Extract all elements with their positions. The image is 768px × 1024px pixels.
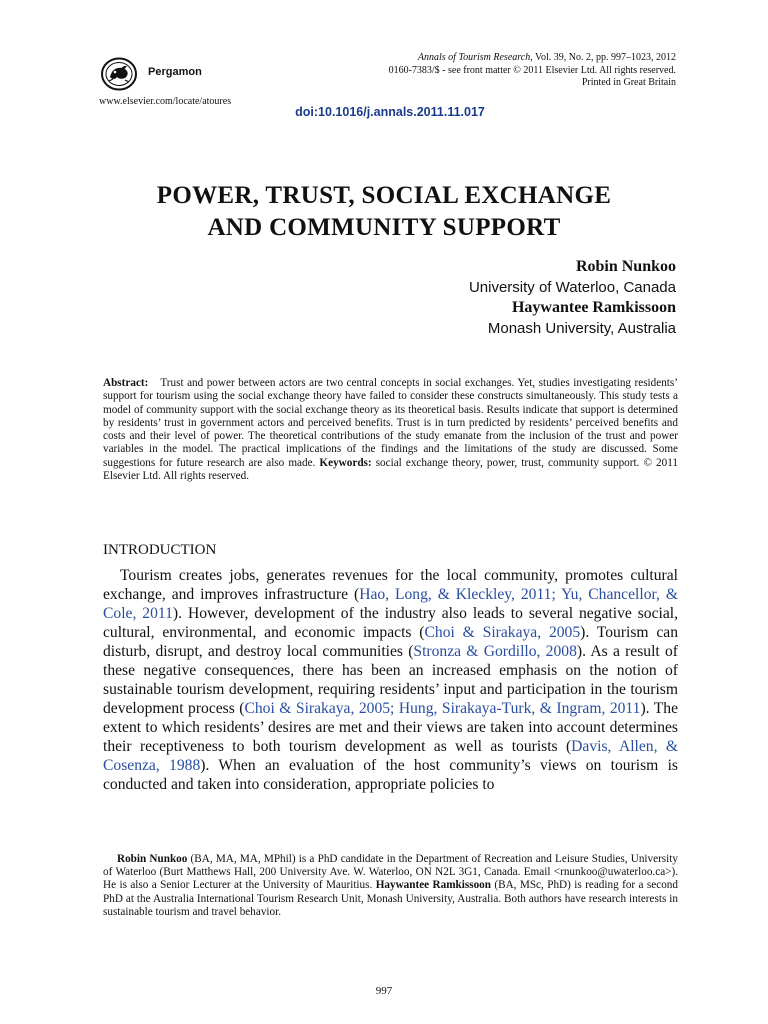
keywords-text: social exchange theory, power, trust, community support. © 2011 Elsevier Ltd. All rights reserved. — [103, 456, 678, 483]
citation-link[interactable]: Choi & Sirakaya, 2005 — [424, 624, 581, 641]
journal-citation — [256, 52, 676, 65]
article-title — [80, 180, 688, 244]
abstract-text: Trust and power between actors are two central concepts in social exchanges. Yet, studies investigating residents’ support for tourism using the social exchange theory have failed to consider these constructs simultaneously. This study tests a model of community support with the social exchange theory as its theoretical basis. Results indicate that support is determined by residents’ trust in government actors and perceived benefits. Trust is in turn predicted by residents’ perceived benefits and costs and their level of power. The theoretical contributions of the study emanate from the inclusion of the trust and power variables in the model. The practical implications of the findings and the limitations of the study are discussed. Some suggestions for future research are also made. — [103, 377, 678, 469]
journal-info — [256, 52, 676, 90]
citation-link[interactable]: Stronza & Gordillo, 2008 — [413, 643, 577, 660]
title-line-1: POWER, TRUST, SOCIAL EXCHANGE — [156, 182, 612, 209]
journal-details: , Vol. 39, No. 2, pp. 997–1023, 2012 — [530, 52, 676, 63]
title-line-2: AND COMMUNITY SUPPORT — [207, 214, 561, 241]
citation-link[interactable]: Davis, Allen, & Cosenza, 1988 — [103, 738, 678, 774]
front-matter-line: 0160-7383/$ - see front matter © 2011 Elsevier Ltd. All rights reserved. — [388, 64, 676, 76]
section-heading: INTRODUCTION — [103, 542, 217, 558]
abstract — [103, 377, 678, 483]
author-footnote — [103, 853, 678, 919]
body-text: Tourism creates jobs, generates revenues for the local community, promotes cultural exchange, and improves infrastructure ( — [103, 567, 678, 603]
body-text: ). However, development of the industry also leads to several negative social, cultural, environmental, and economic impacts ( — [103, 605, 678, 641]
citation-link[interactable]: Choi & Sirakaya, 2005; Hung, Sirakaya-Turk, & Ingram, 2011 — [244, 700, 641, 717]
introduction-paragraph — [103, 566, 678, 794]
author-name: Robin Nunkoo — [575, 258, 676, 275]
author-list — [469, 257, 676, 339]
body-text: ). As a result of these negative consequences, there has been an increased emphasis on the notion of sustainable tourism development, requiring residents’ input and participation in the tourism development process ( — [103, 643, 678, 717]
doi-value: 10.1016/j.annals.2011.11.017 — [318, 105, 485, 119]
abstract-label: Abstract: — [103, 377, 149, 389]
journal-name: Annals of Tourism Research — [417, 52, 531, 63]
pergamon-logo-icon — [100, 57, 138, 91]
publisher-name: Pergamon — [148, 66, 202, 78]
author-affiliation: University of Waterloo, Canada — [468, 278, 676, 296]
footnote-author-name: Haywantee Ramkissoon — [375, 879, 491, 892]
journal-url-link[interactable]: www.elsevier.com/locate/atoures — [99, 96, 232, 107]
author-name: Haywantee Ramkissoon — [511, 299, 676, 316]
citation-link[interactable]: Hao, Long, & Kleckley, 2011; Yu, Chancellor, & Cole, 2011 — [103, 586, 679, 622]
footnote-text: (BA, MA, MA, MPhil) is a PhD candidate in the Department of Recreation and Leisure Studies, University of Waterloo (Burt Matthews Hall, 200 University Ave. W. Waterloo, ON N2L 3G1, Canada. Email <rnunkoo@uwaterloo.ca>). He is also a Senior Lecturer at the University of Mauritius. — [103, 853, 678, 892]
page-number: 997 — [375, 985, 393, 997]
author-affiliation: Monash University, Australia — [487, 319, 676, 337]
body-text: ). When an evaluation of the host community’s views on tourism is conducted and taken into consideration, appropriate policies to — [103, 757, 679, 793]
footnote-author-name: Robin Nunkoo — [117, 853, 188, 865]
keywords-label: Keywords: — [319, 456, 372, 469]
doi-link[interactable] — [0, 105, 768, 119]
footnote-text: (BA, MSc, PhD) is reading for a second PhD at the Australia International Tourism Research Unit, Monash University, Australia. Both authors have research interests in sustainable tourism and travel behavior. — [103, 879, 678, 918]
printed-line: Printed in Great Britain — [581, 77, 676, 88]
body-text: ). The extent to which residents’ desires are met and their views are taken into account determines their receptiveness to both tourism development as well as tourists ( — [103, 700, 678, 755]
body-text: ). Tourism can disturb, disrupt, and destroy local communities ( — [103, 624, 679, 660]
doi-prefix: doi: — [295, 105, 319, 119]
